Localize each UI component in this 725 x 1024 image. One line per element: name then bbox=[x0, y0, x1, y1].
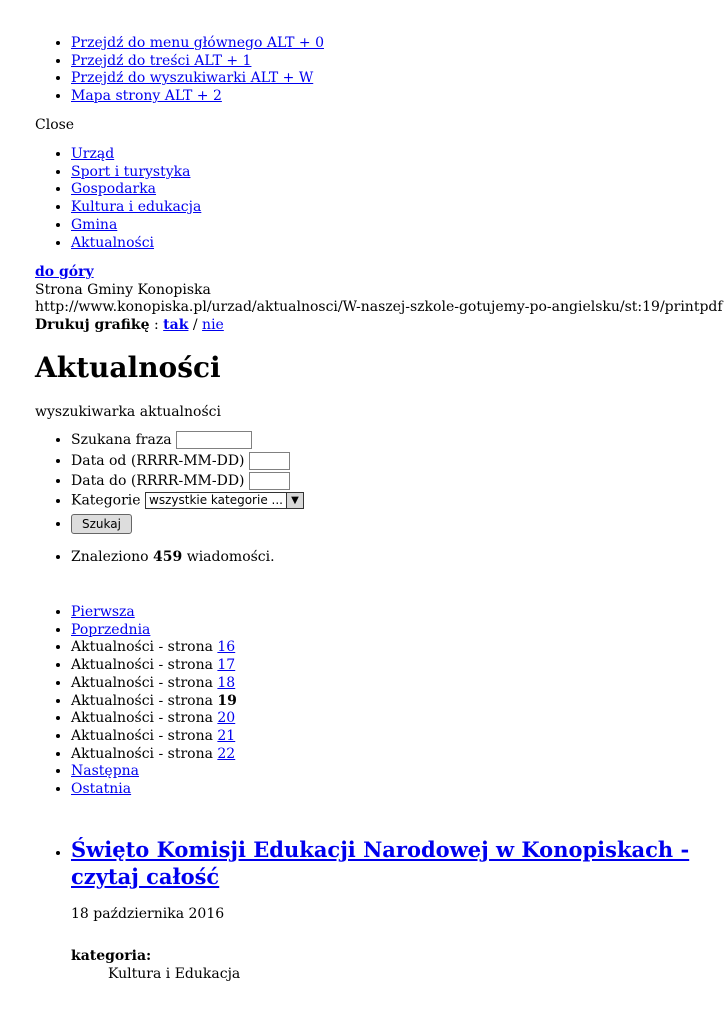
skip-to-search-link[interactable]: Przejdź do wyszukiwarki ALT + W bbox=[71, 70, 314, 87]
news-title bbox=[71, 836, 721, 890]
results-count: 459 bbox=[153, 549, 183, 565]
skip-link-item bbox=[71, 88, 324, 106]
pagination-page-link[interactable]: 18 bbox=[217, 674, 236, 691]
news-list bbox=[35, 836, 721, 984]
date-from-label: Data od (RRRR-MM-DD) bbox=[71, 453, 245, 469]
category-label: Kategorie bbox=[71, 492, 141, 509]
print-graphics-label: Drukuj grafikę bbox=[35, 317, 150, 333]
menu-item-sport[interactable]: Sport i turystyka bbox=[71, 163, 191, 180]
search-phrase-label: Szukana fraza bbox=[71, 432, 172, 448]
skip-link-item bbox=[71, 53, 324, 71]
pagination-page-prefix: Aktualności - strona bbox=[71, 692, 218, 709]
pagination-item bbox=[71, 693, 237, 711]
pagination-item bbox=[71, 746, 237, 764]
pagination-item bbox=[71, 622, 237, 640]
skip-link-item bbox=[71, 35, 324, 53]
menu-item bbox=[71, 181, 201, 199]
news-date: 18 października 2016 bbox=[71, 906, 225, 922]
pagination-page-link[interactable]: 20 bbox=[217, 710, 236, 727]
results-info bbox=[35, 549, 275, 567]
pagination-item bbox=[71, 639, 237, 657]
pagination-last-link[interactable]: Ostatnia bbox=[71, 781, 132, 798]
print-graphics-no-link[interactable]: nie bbox=[202, 317, 224, 333]
main-menu bbox=[35, 146, 201, 252]
date-from-row bbox=[71, 452, 304, 472]
menu-item bbox=[71, 164, 201, 182]
skip-to-menu-link[interactable]: Przejdź do menu głównego ALT + 0 bbox=[71, 35, 324, 51]
search-phrase-row bbox=[71, 431, 304, 452]
category-select-value: wszystkie kategorie ... bbox=[149, 493, 283, 507]
results-suffix: wiadomości. bbox=[182, 549, 275, 565]
results-count-item bbox=[71, 549, 275, 567]
pagination-page-link[interactable]: 22 bbox=[217, 745, 236, 762]
menu-item-gospodarka[interactable]: Gospodarka bbox=[71, 181, 157, 198]
pagination-item bbox=[71, 657, 237, 675]
menu-item bbox=[71, 146, 201, 164]
search-title: wyszukiwarka aktualności bbox=[35, 404, 221, 420]
pagination-item bbox=[71, 728, 237, 746]
news-category-label: kategoria: bbox=[71, 947, 152, 964]
pagination-page-prefix: Aktualności - strona bbox=[71, 639, 218, 656]
sitemap-link[interactable]: Mapa strony ALT + 2 bbox=[71, 88, 222, 105]
print-url: http://www.konopiska.pl/urzad/aktualnosci/W-naszej-szkole-gotujemy-po-angielsku/st:19/printpdf bbox=[35, 299, 723, 315]
pagination-next-link[interactable]: Następna bbox=[71, 763, 140, 780]
pagination-page-link[interactable]: 21 bbox=[217, 727, 236, 744]
search-button[interactable]: Szukaj bbox=[71, 514, 132, 534]
print-graphics-colon: : bbox=[149, 317, 164, 333]
date-to-row bbox=[71, 472, 304, 492]
category-row bbox=[71, 492, 304, 512]
results-prefix: Znaleziono bbox=[71, 549, 154, 565]
pagination-page-prefix: Aktualności - strona bbox=[71, 745, 218, 762]
pagination-item bbox=[71, 675, 237, 693]
menu-item-gmina[interactable]: Gmina bbox=[71, 216, 118, 233]
menu-item-kultura[interactable]: Kultura i edukacja bbox=[71, 199, 202, 216]
page-title: Aktualności bbox=[35, 351, 221, 384]
pagination-item bbox=[71, 710, 237, 728]
category-select[interactable] bbox=[145, 492, 304, 509]
pagination-page-link[interactable]: 16 bbox=[217, 639, 236, 656]
pagination-page-prefix: Aktualności - strona bbox=[71, 674, 218, 691]
skip-links bbox=[35, 35, 324, 106]
date-from-input[interactable] bbox=[249, 452, 290, 470]
print-graphics-options bbox=[35, 317, 224, 335]
search-form bbox=[35, 431, 304, 534]
search-phrase-input[interactable] bbox=[176, 431, 252, 449]
pagination-prev-link[interactable]: Poprzednia bbox=[71, 621, 151, 638]
print-graphics-slash: / bbox=[188, 317, 203, 333]
site-name: Strona Gminy Konopiska bbox=[35, 282, 211, 298]
news-title-link[interactable]: Święto Komisji Edukacji Narodowej w Konopiskach - czytaj całość bbox=[71, 837, 690, 889]
pagination-current-page: 19 bbox=[217, 692, 237, 709]
date-to-label: Data do (RRRR-MM-DD) bbox=[71, 473, 245, 489]
pagination-page-link[interactable]: 17 bbox=[217, 657, 236, 674]
menu-item bbox=[71, 217, 201, 235]
print-graphics-yes-link[interactable]: tak bbox=[163, 317, 189, 333]
pagination-item bbox=[71, 604, 237, 622]
pagination bbox=[35, 604, 237, 799]
pagination-first-link[interactable]: Pierwsza bbox=[71, 604, 135, 620]
date-to-input[interactable] bbox=[249, 472, 290, 490]
pagination-page-prefix: Aktualności - strona bbox=[71, 710, 218, 727]
skip-to-content-link[interactable]: Przejdź do treści ALT + 1 bbox=[71, 52, 252, 69]
pagination-page-prefix: Aktualności - strona bbox=[71, 657, 218, 674]
search-button-row bbox=[71, 512, 304, 534]
pagination-page-prefix: Aktualności - strona bbox=[71, 727, 218, 744]
triangle-down-icon: ▼ bbox=[286, 493, 303, 508]
news-category-value: Kultura i Edukacja bbox=[108, 966, 241, 983]
skip-link-item bbox=[71, 70, 324, 88]
back-to-top-link[interactable]: do góry bbox=[35, 264, 94, 280]
news-item bbox=[71, 836, 721, 984]
menu-item-urzad[interactable]: Urząd bbox=[71, 146, 115, 162]
close-button[interactable]: Close bbox=[35, 117, 75, 133]
pagination-item bbox=[71, 781, 237, 799]
pagination-item bbox=[71, 763, 237, 781]
menu-item bbox=[71, 199, 201, 217]
menu-item-aktualnosci[interactable]: Aktualności bbox=[71, 234, 155, 251]
menu-item bbox=[71, 235, 201, 253]
